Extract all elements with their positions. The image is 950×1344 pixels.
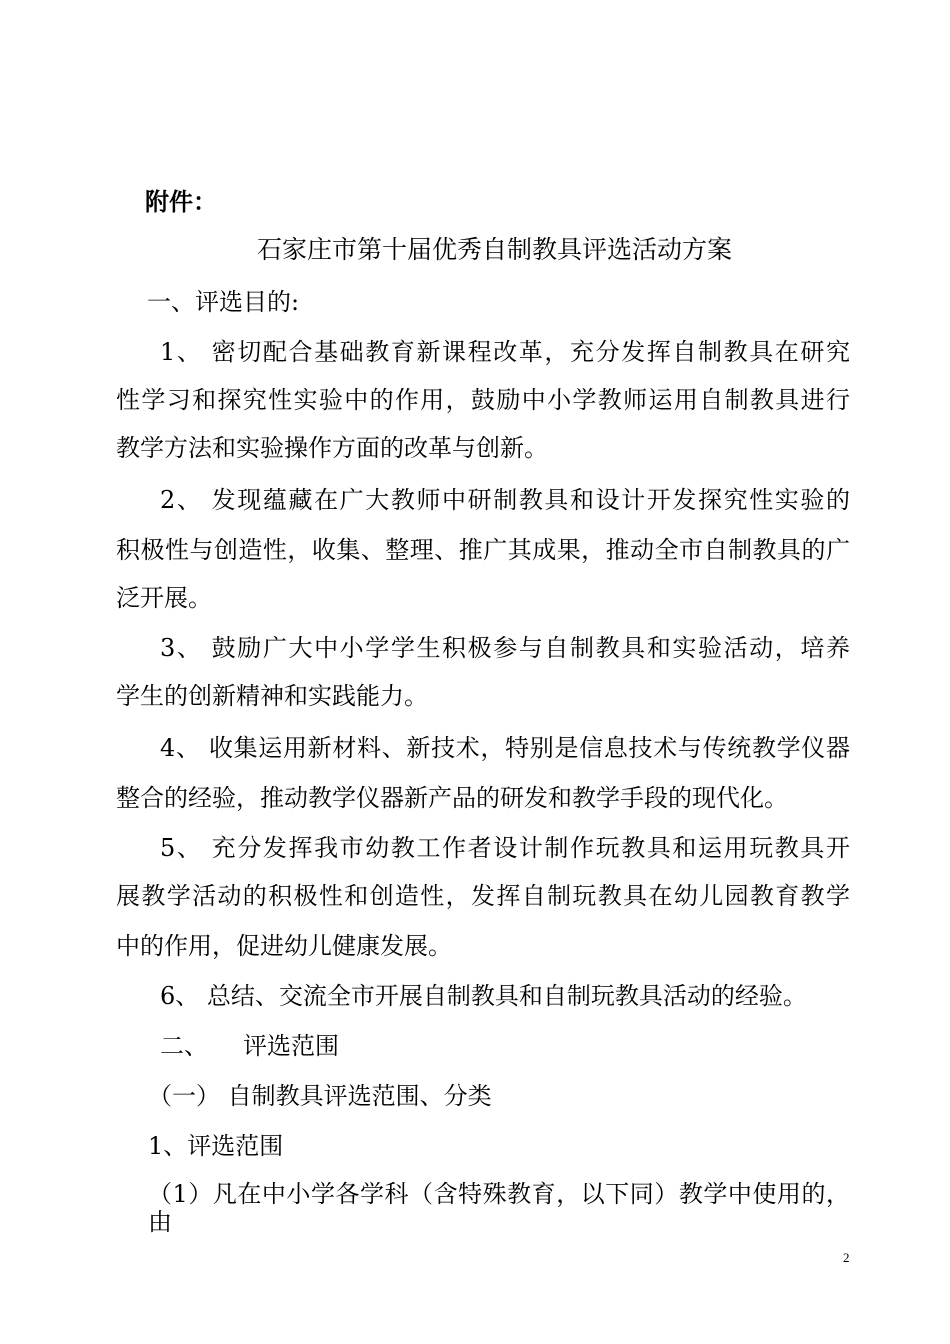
attachment-label: 附件： <box>145 188 217 216</box>
purpose-3-line-2: 学生的创新精神和实践能力。 <box>116 682 428 710</box>
section-heading-purpose: 一、评选目的: <box>147 288 300 316</box>
subsection-1-heading: （一） 自制教具评选范围、分类 <box>148 1082 492 1110</box>
purpose-1-line-1: 1、 密切配合基础教育新课程改革，充分发挥自制教具在研究 <box>160 338 850 366</box>
purpose-1-line-3: 教学方法和实验操作方面的改革与创新。 <box>116 434 548 462</box>
section-2-title: 评选范围 <box>243 1032 339 1060</box>
document-title: 石家庄市第十届优秀自制教具评选活动方案 <box>257 235 733 264</box>
purpose-5-line-2: 展教学活动的积极性和创造性，发挥自制玩教具在幼儿园教育教学 <box>116 882 850 910</box>
purpose-1-line-2: 性学习和探究性实验中的作用，鼓励中小学教师运用自制教具进行 <box>116 386 850 414</box>
page-number: 2 <box>843 1250 850 1265</box>
purpose-3-line-1: 3、 鼓励广大中小学学生积极参与自制教具和实验活动，培养 <box>160 634 850 662</box>
purpose-2-line-1: 2、 发现蕴藏在广大教师中研制教具和设计开发探究性实验的 <box>160 486 850 514</box>
purpose-4-line-2: 整合的经验，推动教学仪器新产品的研发和教学手段的现代化。 <box>116 784 788 812</box>
section-2-number: 二、 <box>160 1032 208 1060</box>
purpose-2-line-3: 泛开展。 <box>116 584 212 612</box>
purpose-2-line-2: 积极性与创造性，收集、整理、推广其成果，推动全市自制教具的广 <box>116 536 850 564</box>
purpose-5-line-3: 中的作用，促进幼儿健康发展。 <box>116 932 452 960</box>
purpose-4-line-1: 4、 收集运用新材料、新技术，特别是信息技术与传统教学仪器 <box>160 734 850 762</box>
purpose-6-line-1: 6、 总结、交流全市开展自制教具和自制玩教具活动的经验。 <box>160 982 807 1010</box>
purpose-5-line-1: 5、 充分发挥我市幼教工作者设计制作玩教具和运用玩教具开 <box>160 834 850 862</box>
item-1-heading: 1、评选范围 <box>148 1132 284 1160</box>
item-1-text-line-1: （1）凡在中小学各学科（含特殊教育，以下同）教学中使用的，由 <box>148 1180 850 1236</box>
